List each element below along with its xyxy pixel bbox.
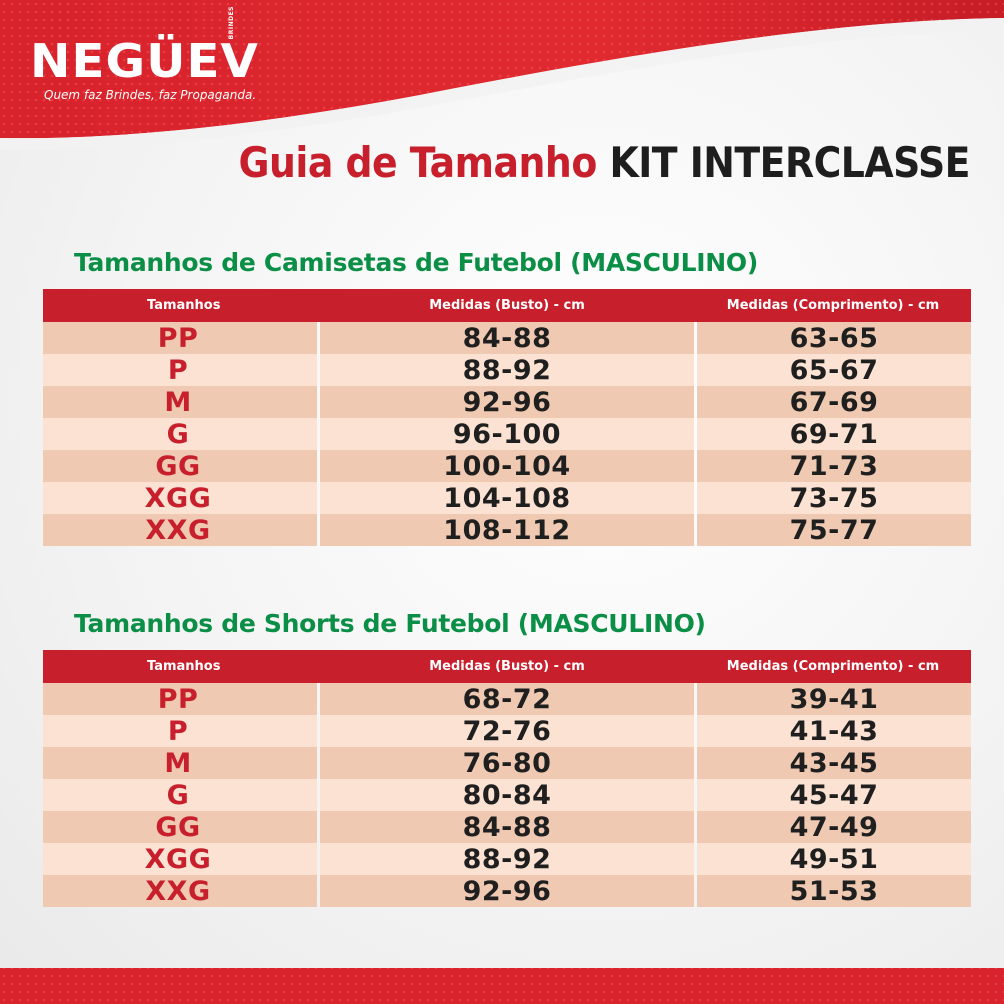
- table-header: [43, 289, 971, 322]
- table-row: [43, 875, 971, 907]
- page-title-red: Guia de Tamanho: [238, 138, 597, 187]
- length-cell: 47-49: [697, 811, 971, 843]
- table-row: [43, 747, 971, 779]
- length-cell: 75-77: [697, 514, 971, 546]
- bust-cell: 104-108: [320, 482, 694, 514]
- header-length: Medidas (Comprimento) - cm: [726, 659, 940, 674]
- size-cell: G: [43, 418, 317, 450]
- size-cell: XGG: [43, 482, 317, 514]
- table-row: [43, 843, 971, 875]
- page-title: [238, 138, 970, 188]
- table-row: [43, 811, 971, 843]
- size-cell: XGG: [43, 843, 317, 875]
- bust-cell: 76-80: [320, 747, 694, 779]
- bust-cell: 88-92: [320, 843, 694, 875]
- length-cell: 41-43: [697, 715, 971, 747]
- table-row: [43, 322, 971, 354]
- table-row: [43, 386, 971, 418]
- length-cell: 63-65: [697, 322, 971, 354]
- table-header: [43, 650, 971, 683]
- bust-cell: 80-84: [320, 779, 694, 811]
- bust-cell: 92-96: [320, 875, 694, 907]
- length-cell: 43-45: [697, 747, 971, 779]
- length-cell: 71-73: [697, 450, 971, 482]
- size-cell: GG: [43, 811, 317, 843]
- bust-cell: 72-76: [320, 715, 694, 747]
- size-cell: PP: [43, 322, 317, 354]
- table-row: [43, 779, 971, 811]
- shorts-table-title: Tamanhos de Shorts de Futebol (MASCULINO): [74, 609, 706, 638]
- shorts-size-table: [43, 650, 971, 907]
- logo-text: NEGÜEV: [30, 34, 259, 88]
- header-length: Medidas (Comprimento) - cm: [726, 298, 940, 313]
- bust-cell: 108-112: [320, 514, 694, 546]
- size-cell: M: [43, 386, 317, 418]
- table-row: [43, 715, 971, 747]
- bust-cell: 96-100: [320, 418, 694, 450]
- size-cell: XXG: [43, 875, 317, 907]
- length-cell: 69-71: [697, 418, 971, 450]
- bust-cell: 68-72: [320, 683, 694, 715]
- length-cell: 73-75: [697, 482, 971, 514]
- header-size: Tamanhos: [147, 298, 221, 313]
- bust-cell: 84-88: [320, 811, 694, 843]
- shirt-size-table: [43, 289, 971, 546]
- table-row: [43, 683, 971, 715]
- table-row: [43, 418, 971, 450]
- table-row: [43, 450, 971, 482]
- table-row: [43, 482, 971, 514]
- bust-cell: 88-92: [320, 354, 694, 386]
- size-cell: GG: [43, 450, 317, 482]
- length-cell: 67-69: [697, 386, 971, 418]
- brand-tagline: Quem faz Brindes, faz Propaganda.: [44, 88, 257, 102]
- bust-cell: 100-104: [320, 450, 694, 482]
- length-cell: 39-41: [697, 683, 971, 715]
- brand-logo: [30, 34, 259, 88]
- size-cell: M: [43, 747, 317, 779]
- page-title-black: KIT INTERCLASSE: [609, 138, 970, 187]
- size-cell: XXG: [43, 514, 317, 546]
- size-cell: P: [43, 715, 317, 747]
- size-cell: P: [43, 354, 317, 386]
- logo-subtext: BRINDES: [228, 6, 235, 40]
- size-cell: G: [43, 779, 317, 811]
- header-size: Tamanhos: [147, 659, 221, 674]
- length-cell: 65-67: [697, 354, 971, 386]
- bust-cell: 84-88: [320, 322, 694, 354]
- header-bust: Medidas (Busto) - cm: [429, 298, 585, 313]
- table-row: [43, 514, 971, 546]
- length-cell: 49-51: [697, 843, 971, 875]
- length-cell: 45-47: [697, 779, 971, 811]
- size-cell: PP: [43, 683, 317, 715]
- header-bust: Medidas (Busto) - cm: [429, 659, 585, 674]
- shirt-table-title: Tamanhos de Camisetas de Futebol (MASCULINO): [74, 248, 758, 277]
- length-cell: 51-53: [697, 875, 971, 907]
- bust-cell: 92-96: [320, 386, 694, 418]
- table-row: [43, 354, 971, 386]
- footer-band: [0, 964, 1004, 1004]
